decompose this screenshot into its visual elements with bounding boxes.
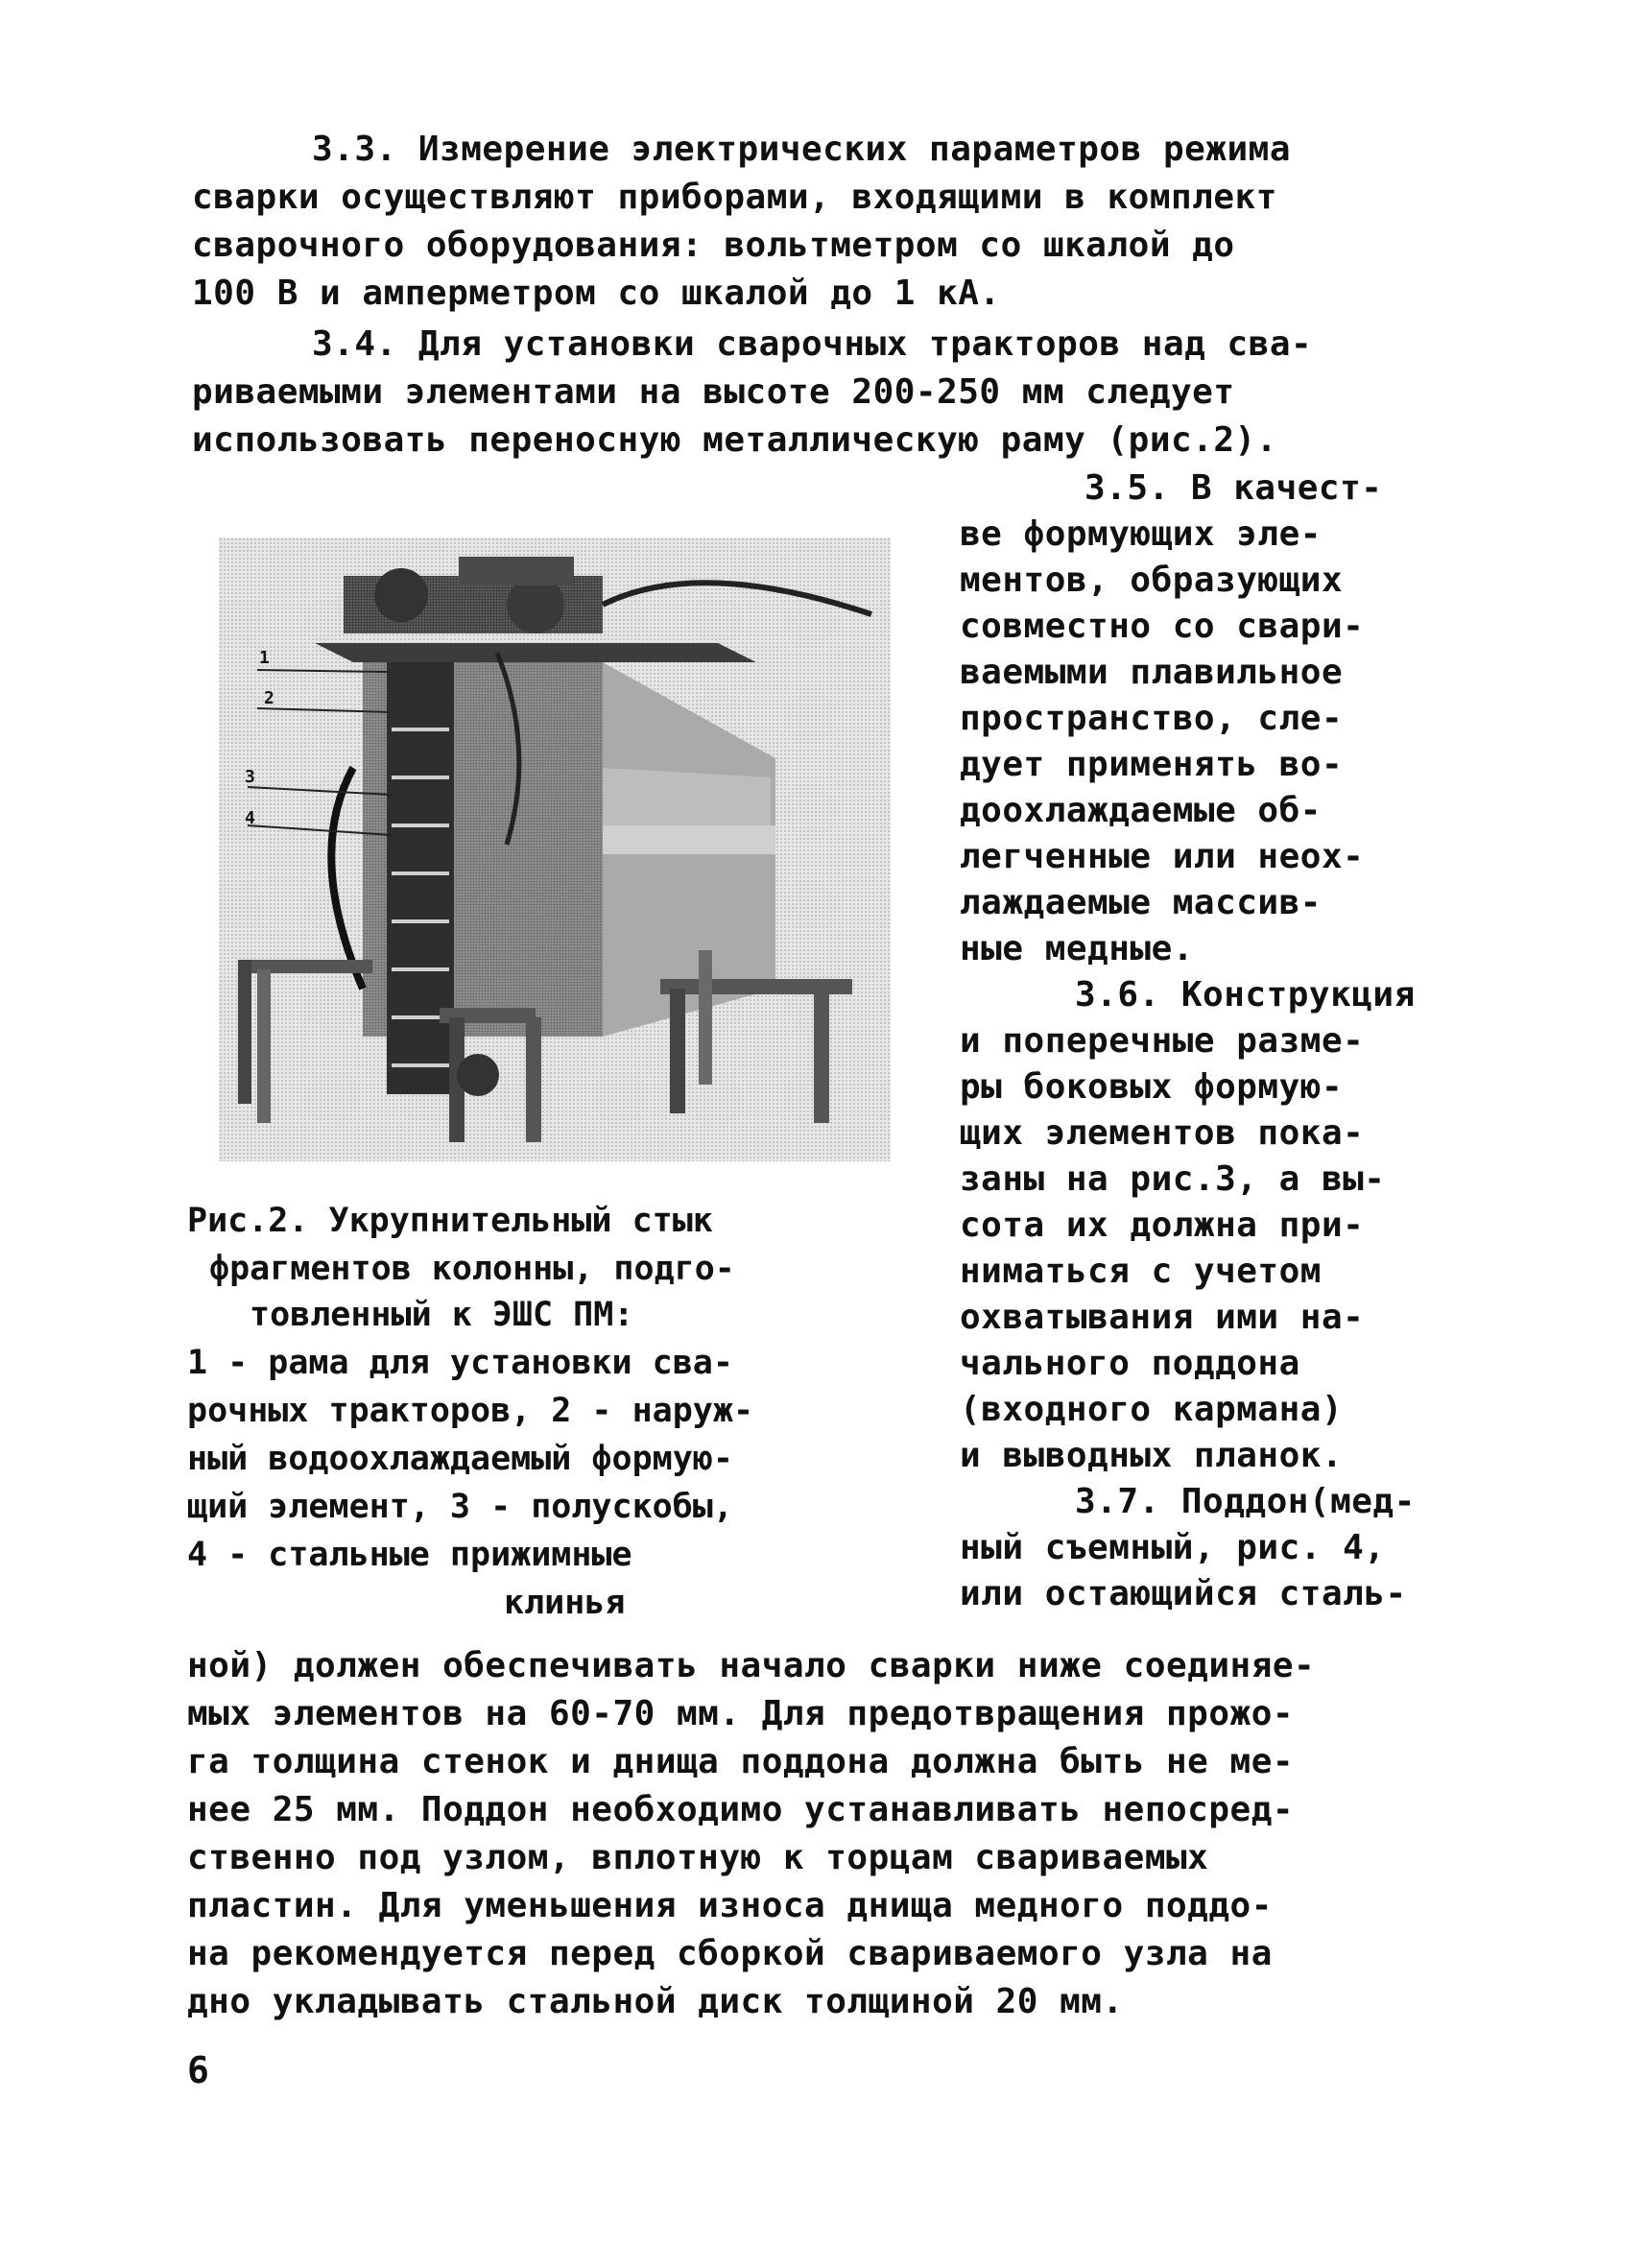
text-line: заны на рис.3, а вы- [960, 1159, 1386, 1199]
caption-line: клинья [504, 1584, 626, 1622]
text-line: мых элементов на 60-70 мм. Для предотвращения прожо- [187, 1694, 1295, 1733]
text-line: 3.5. В качест- [1084, 468, 1383, 508]
text-line: или остающийся сталь- [960, 1574, 1407, 1613]
text-line: щих элементов пока- [960, 1113, 1365, 1153]
caption-line: щий элемент, 3 - полускобы, [187, 1488, 733, 1526]
caption-line: ный водоохлаждаемый формую- [187, 1440, 733, 1478]
caption-line: 1 - рама для установки сва- [187, 1344, 733, 1382]
caption-line: Рис.2. Укрупнительный стык [187, 1202, 713, 1240]
text-line: и поперечные разме- [960, 1021, 1365, 1061]
text-line: ные медные. [960, 929, 1194, 968]
callout-1: 1 [259, 648, 270, 668]
text-line: 3.3. Измерение электрических параметров режима [312, 130, 1291, 169]
page-number: 6 [187, 2049, 209, 2091]
text-line: пространство, сле- [960, 699, 1344, 738]
text-line: риваемыми элементами на высоте 200-250 мм следует [192, 372, 1235, 412]
text-line: 100 В и амперметром со шкалой до 1 кА. [192, 274, 1001, 313]
text-line: ры боковых формую- [960, 1067, 1344, 1107]
text-line: и выводных планок. [960, 1436, 1344, 1475]
text-line: дует применять во- [960, 745, 1344, 784]
caption-line: фрагментов колонны, подго- [209, 1250, 735, 1288]
text-line: 3.7. Поддон(мед- [1075, 1482, 1416, 1521]
text-line: (входного кармана) [960, 1390, 1344, 1429]
caption-line: товленный к ЭШС ПМ: [250, 1296, 634, 1334]
text-line: ной) должен обеспечивать начало сварки ниже соединяе- [187, 1646, 1316, 1685]
text-line: ственно под узлом, вплотную к торцам свариваемых [187, 1838, 1209, 1877]
callout-3: 3 [245, 767, 255, 787]
text-line: ниматься с учетом [960, 1252, 1322, 1291]
text-line: сота их должна при- [960, 1206, 1365, 1245]
text-line: ваемыми плавильное [960, 653, 1344, 692]
caption-line: рочных тракторов, 2 - наруж- [187, 1392, 754, 1430]
text-line: 3.6. Конструкция [1075, 975, 1416, 1015]
text-line: ментов, образующих [960, 561, 1344, 600]
text-line: совместно со свари- [960, 607, 1365, 646]
text-line: лаждаемые массив- [960, 883, 1322, 922]
text-line: пластин. Для уменьшения износа днища медного поддо- [187, 1886, 1273, 1925]
text-line: на рекомендуется перед сборкой свариваемого узла на [187, 1934, 1273, 1973]
right-column-text [960, 466, 1459, 1617]
text-line: га толщина стенок и днища поддона должна быть не ме- [187, 1742, 1295, 1781]
frame-top [315, 643, 756, 662]
text-line: использовать переносную металлическую раму (рис.2). [192, 420, 1277, 460]
text-line: нее 25 мм. Поддон необходимо устанавливать непосред- [187, 1790, 1295, 1829]
text-line: 3.4. Для установки сварочных тракторов над сва- [312, 324, 1313, 364]
text-line: дно укладывать стальной диск толщиной 20 мм. [187, 1982, 1124, 2021]
text-line: чального поддона [960, 1344, 1300, 1383]
figure-photo [219, 537, 891, 1161]
callout-4: 4 [245, 808, 255, 828]
text-line: сварки осуществляют приборами, входящими в комплект [192, 178, 1277, 217]
text-line: охватывания ими на- [960, 1298, 1365, 1337]
text-line: доохлаждаемые об- [960, 791, 1322, 830]
callout-2: 2 [264, 688, 274, 708]
text-line: ный съемный, рис. 4, [960, 1528, 1386, 1567]
text-line: сварочного оборудования: вольтметром со шкалой до [192, 226, 1235, 265]
text-line: ве формующих эле- [960, 514, 1322, 554]
caption-line: 4 - стальные прижимные [187, 1536, 632, 1574]
text-line: легченные или неох- [960, 837, 1365, 876]
water-cooled-element [387, 662, 454, 1094]
